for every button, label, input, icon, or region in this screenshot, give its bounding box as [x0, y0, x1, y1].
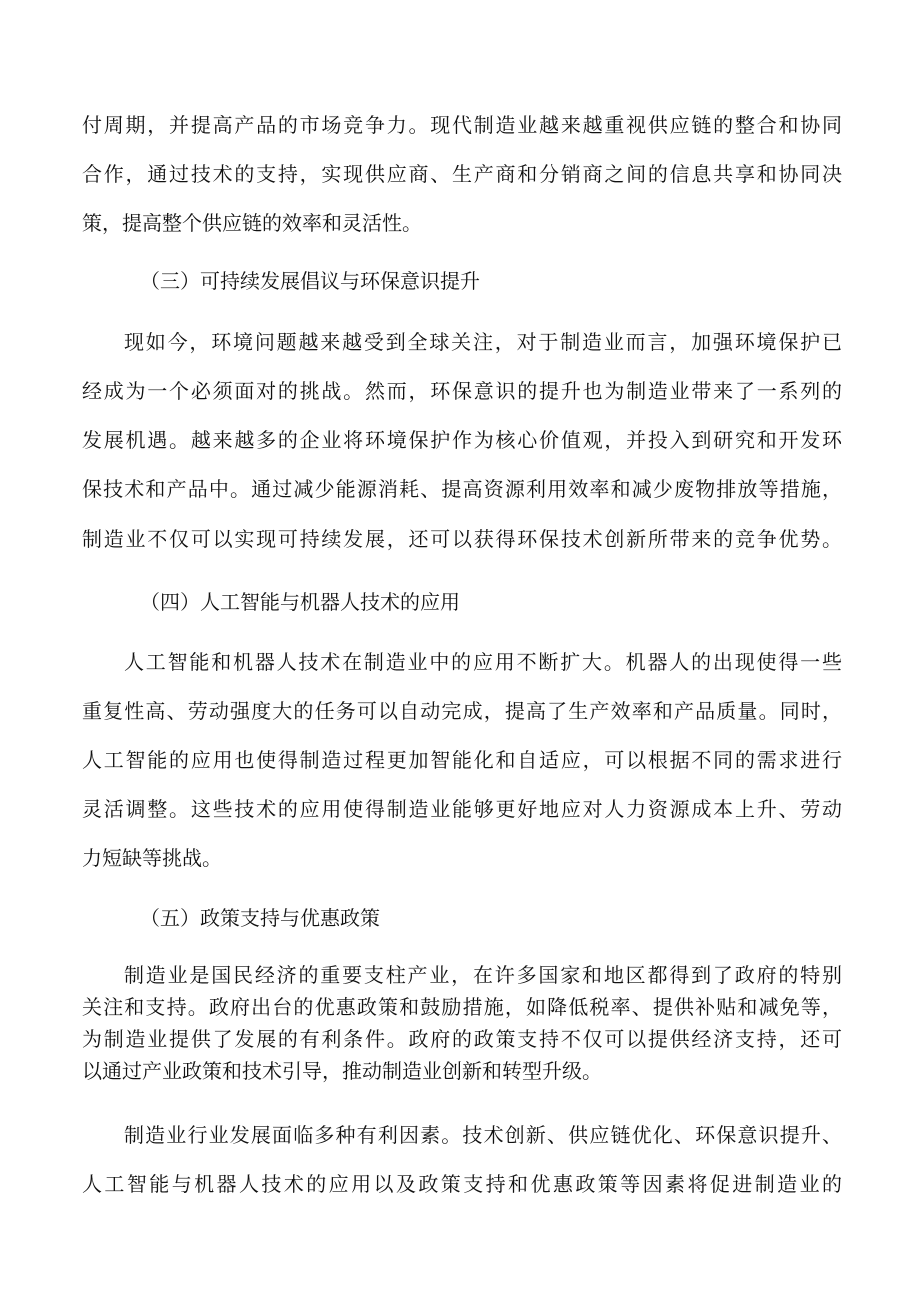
paragraph-line: 人工智能的应用也使得制造过程更加智能化和自适应，可以根据不同的需求进行 — [82, 748, 842, 772]
paragraph-line: 现如今，环境问题越来越受到全球关注，对于制造业而言，加强环境保护已 — [124, 330, 842, 354]
paragraph-line: 付周期，并提高产品的市场竞争力。现代制造业越来越重视供应链的整合和协同 — [82, 113, 842, 137]
paragraph-line: 以通过产业政策和技术引导，推动制造业创新和转型升级。 — [82, 1059, 602, 1083]
section-heading-4: （四）人工智能与机器人技术的应用 — [140, 590, 460, 614]
paragraph-line: 关注和支持。政府出台的优惠政策和鼓励措施，如降低税率、提供补贴和减免等， — [82, 995, 842, 1019]
paragraph-line: 合作，通过技术的支持，实现供应商、生产商和分销商之间的信息共享和协同决 — [82, 162, 842, 186]
paragraph-line: 灵活调整。这些技术的应用使得制造业能够更好地应对人力资源成本上升、劳动 — [82, 797, 842, 821]
paragraph-line: 经成为一个必须面对的挑战。然而，环保意识的提升也为制造业带来了一系列的 — [82, 379, 842, 403]
paragraph-line: 人工智能和机器人技术在制造业中的应用不断扩大。机器人的出现使得一些 — [124, 650, 842, 674]
paragraph-line: 人工智能与机器人技术的应用以及政策支持和优惠政策等因素将促进制造业的 — [82, 1172, 842, 1196]
paragraph-line: 发展机遇。越来越多的企业将环境保护作为核心价值观，并投入到研究和开发环 — [82, 428, 842, 452]
paragraph-line: 策，提高整个供应链的效率和灵活性。 — [82, 211, 422, 235]
paragraph-line: 制造业是国民经济的重要支柱产业，在许多国家和地区都得到了政府的特别 — [124, 963, 842, 987]
section-heading-5: （五）政策支持与优惠政策 — [140, 906, 380, 930]
paragraph-line: 制造业行业发展面临多种有利因素。技术创新、供应链优化、环保意识提升、 — [124, 1123, 842, 1147]
paragraph-line: 为制造业提供了发展的有利条件。政府的政策支持不仅可以提供经济支持，还可 — [82, 1027, 842, 1051]
paragraph-line: 制造业不仅可以实现可持续发展，还可以获得环保技术创新所带来的竞争优势。 — [82, 527, 842, 551]
section-heading-3: （三）可持续发展倡议与环保意识提升 — [140, 269, 480, 293]
paragraph-line: 保技术和产品中。通过减少能源消耗、提高资源利用效率和减少废物排放等措施， — [82, 477, 842, 501]
paragraph-line: 重复性高、劳动强度大的任务可以自动完成，提高了生产效率和产品质量。同时， — [82, 699, 842, 723]
paragraph-line: 力短缺等挑战。 — [82, 846, 222, 870]
